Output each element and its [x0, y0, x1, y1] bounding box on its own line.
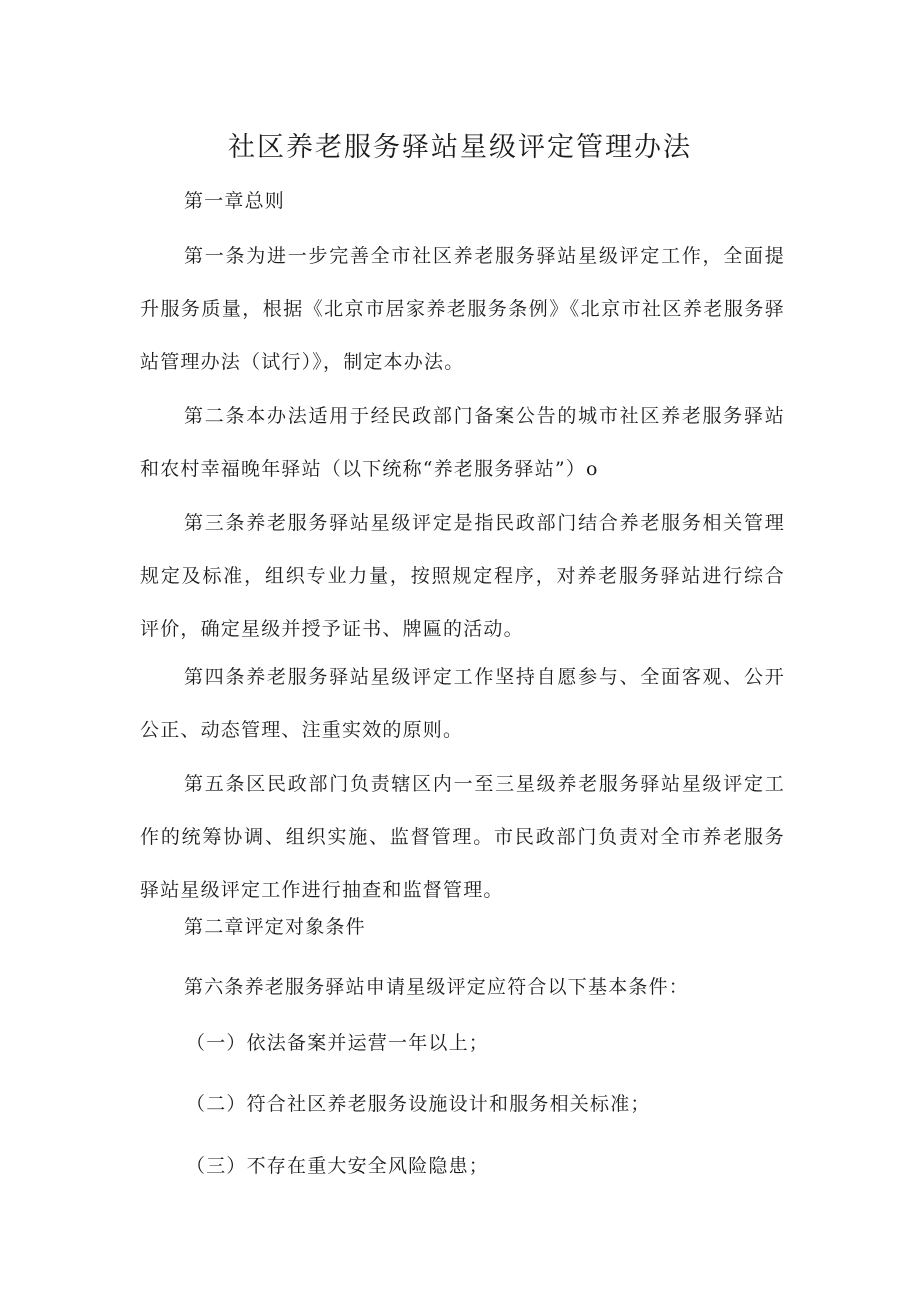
- article-6: 第六条养老服务驿站申请星级评定应符合以下基本条件：: [184, 976, 690, 998]
- document-title: 社区养老服务驿站星级评定管理办法: [228, 132, 692, 163]
- chapter-heading-1: 第一章总则: [184, 190, 286, 212]
- list-item: （一）依法备案并运营一年以上；: [186, 1032, 490, 1054]
- article-3: 第三条养老服务驿站星级评定是指民政部门结合养老服务相关管理规定及标准，组织专业力量，按照规定程序，对养老服务驿站进行综合评价，确定星级并授予证书、牌匾的活动。: [140, 512, 785, 640]
- chapter-heading-2: 第二章评定对象条件: [184, 916, 366, 938]
- article-4: 第四条养老服务驿站星级评定工作坚持自愿参与、全面客观、公开公正、动态管理、注重实效的原则。: [140, 666, 785, 741]
- article-2: 第二条本办法适用于经民政部门备案公告的城市社区养老服务驿站和农村幸福晚年驿站（以下统称“养老服务驿站”）o: [140, 405, 785, 480]
- article-1: 第一条为进一步完善全市社区养老服务驿站星级评定工作，全面提升服务质量，根据《北京市居家养老服务条例》《北京市社区养老服务驿站管理办法（试行）》，制定本办法。: [140, 245, 785, 373]
- list-item: （三）不存在重大安全风险隐患；: [186, 1155, 490, 1177]
- list-item: （二）符合社区养老服务设施设计和服务相关标准；: [186, 1093, 651, 1115]
- article-5: 第五条区民政部门负责辖区内一至三星级养老服务驿站星级评定工作的统筹协调、组织实施、监督管理。市民政部门负责对全市养老服务驿站星级评定工作进行抽查和监督管理。: [140, 773, 785, 901]
